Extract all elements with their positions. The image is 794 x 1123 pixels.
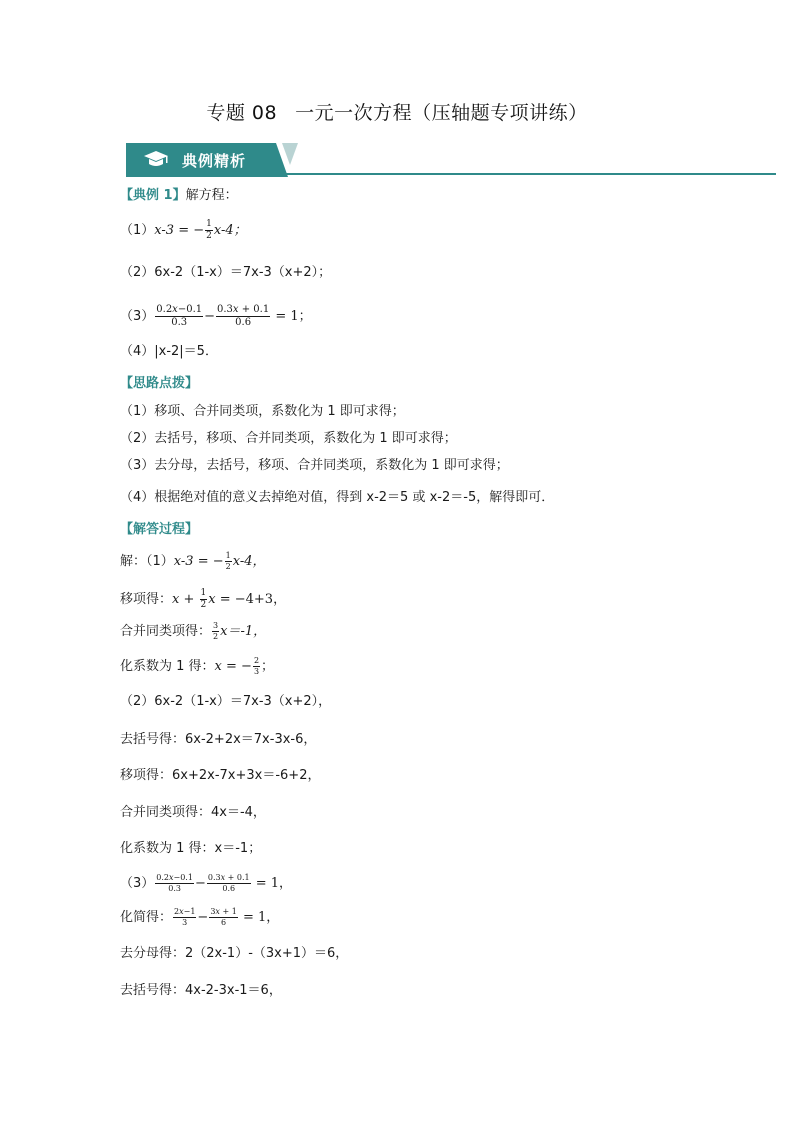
solution-step-8: 合并同类项得：4x＝-4， xyxy=(120,805,266,820)
solution-heading: 【解答过程】 xyxy=(120,522,199,537)
hints-heading: 【思路点拨】 xyxy=(120,376,199,391)
fraction: $\frac{1}{2}$ xyxy=(206,219,212,241)
fraction: $\frac{1}{2}$ xyxy=(200,588,207,610)
title-topic-name: 一元一次方程（压轴题专项讲练） xyxy=(295,102,588,124)
page-title xyxy=(0,98,794,125)
fraction: $\frac{\text{0.3𝑥 + 0.1}}{0.6}$ xyxy=(207,873,250,893)
fraction: $\frac{\text{0.2𝑥−0.1}}{0.3}$ xyxy=(156,873,193,893)
solution-step-12: 去分母得：2（2x-1）-（3x+1）＝6， xyxy=(120,946,349,961)
hint-line-1: （1）移项、合并同类项，系数化为 1 即可求得； xyxy=(120,404,405,419)
hint-line-4: （4）根据绝对值的意义去掉绝对值，得到 x-2＝5 或 x-2＝-5，解得即可． xyxy=(120,490,555,505)
example-q4: （4）|x-2|＝5． xyxy=(120,344,218,359)
solution-step-4: 化系数为 1 得：𝑥 = − $\frac{2}{3}$ ； xyxy=(120,656,275,676)
solution-step-6: 去括号得：6x-2+2x＝7x-3x-6， xyxy=(120,732,317,747)
solution-step-11: 化简得： $\frac{\text{2𝑥−1}}{3}$ − $\frac{\text{3𝑥 + 1}}{6}$ = 1， xyxy=(120,907,280,927)
banner-label: 典例精析 xyxy=(182,152,247,170)
fraction: $\frac{3}{2}$ xyxy=(213,621,219,641)
fraction: $\frac{\text{0.2𝑥−0.1}}{0.3}$ xyxy=(156,304,203,328)
example-q2: （2）6x-2（1-x）＝7x-3（x+2）； xyxy=(120,265,332,280)
title-topic-number: 专题 08 xyxy=(206,102,278,124)
fraction: $\frac{2}{3}$ xyxy=(253,656,260,676)
fraction: $\frac{\text{3𝑥 + 1}}{6}$ xyxy=(210,907,237,927)
fraction: $\frac{\text{2𝑥−1}}{3}$ xyxy=(174,907,196,927)
solution-step-13: 去括号得：4x-2-3x-1＝6， xyxy=(120,983,282,998)
example-q1: （1）x-3 = − $\frac{1}{2}$ x-4； xyxy=(120,219,247,241)
example-q3: （3） $\frac{\text{0.2𝑥−0.1}}{0.3}$ − $\frac{\text{0.3𝑥 + 0.1}}{0.6}$ = 1； xyxy=(120,304,312,328)
solution-step-1: 解：（1）x-3 = − $\frac{1}{2}$ x-4， xyxy=(120,551,266,571)
solution-step-10: （3） $\frac{\text{0.2𝑥−0.1}}{0.3}$ − $\frac{\text{0.3𝑥 + 0.1}}{0.6}$ = 1， xyxy=(120,873,293,893)
fraction: $\frac{1}{2}$ xyxy=(225,551,231,571)
solution-step-2: 移项得：𝑥 + $\frac{1}{2}$ 𝑥 = −4+3， xyxy=(120,588,287,610)
solution-step-9: 化系数为 1 得：x＝-1； xyxy=(120,841,262,856)
solution-step-5: （2）6x-2（1-x）＝7x-3（x+2）， xyxy=(120,694,332,709)
hint-line-3: （3）去分母，去括号，移项、合并同类项，系数化为 1 即可求得； xyxy=(120,458,509,473)
fraction: $\frac{\text{0.3𝑥 + 0.1}}{0.6}$ xyxy=(217,304,270,328)
solution-step-7: 移项得：6x+2x-7x+3x＝-6+2， xyxy=(120,768,321,783)
example-heading: 【典例 1】解方程： xyxy=(120,188,238,203)
solution-step-3: 合并同类项得： $\frac{3}{2}$ x＝-1， xyxy=(120,621,267,641)
hint-line-2: （2）去括号，移项、合并同类项，系数化为 1 即可求得； xyxy=(120,431,457,446)
section-banner xyxy=(126,143,776,177)
